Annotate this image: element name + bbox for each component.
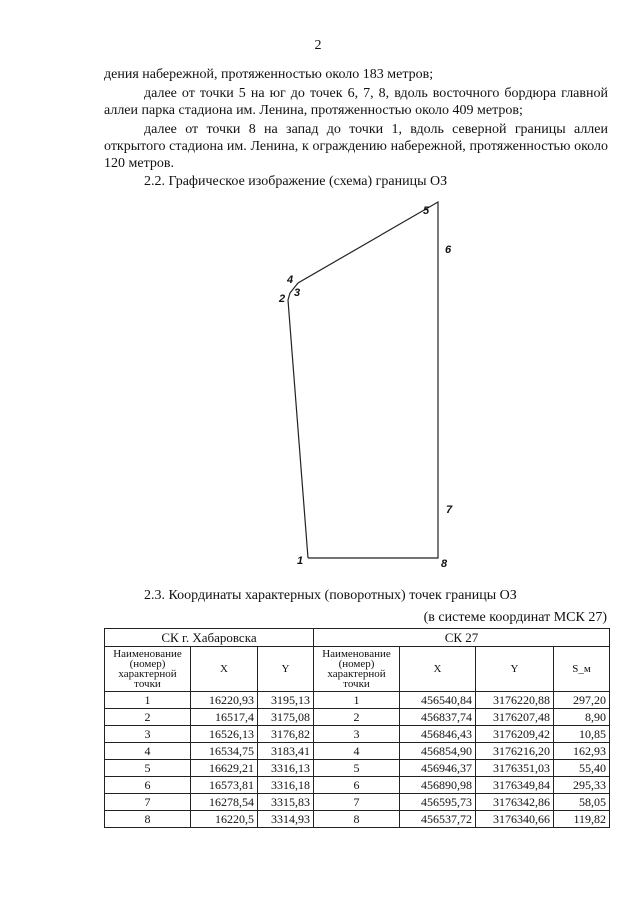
table-row	[105, 760, 610, 777]
cell-y: 3316,18	[258, 777, 314, 794]
cell-y: 3176207,48	[476, 709, 554, 726]
point-label-5: 5	[423, 205, 430, 217]
col-header-y: Y	[258, 647, 314, 692]
col-header-name: Наименование (номер) характерной точки	[314, 647, 400, 692]
cell-point: 6	[105, 777, 191, 794]
cell-x: 456846,43	[400, 726, 476, 743]
cell-point: 3	[105, 726, 191, 743]
cell-x: 456854,90	[400, 743, 476, 760]
boundary-scheme	[270, 195, 470, 575]
cell-point: 1	[105, 692, 191, 709]
cell-y: 3176340,66	[476, 811, 554, 828]
cell-s: 58,05	[554, 794, 610, 811]
table-row	[105, 692, 610, 709]
cell-x: 456946,37	[400, 760, 476, 777]
paragraph-south-route: далее от точки 5 на юг до точек 6, 7, 8, вдоль восточного бордюра главной аллеи парка стадиона им. Ленина, протяженностью около 409 метров;	[104, 86, 608, 118]
cell-point: 2	[105, 709, 191, 726]
point-label-3: 3	[294, 287, 301, 299]
cell-x: 16278,54	[191, 794, 258, 811]
cell-s: 55,40	[554, 760, 610, 777]
col-header-x: X	[400, 647, 476, 692]
paragraph-west-route: далее от точки 8 на запад до точки 1, вдоль северной границы аллеи открытого стадиона им. Ленина, к ограждению набережной, протяженностью около 120 метров.	[104, 122, 608, 171]
cell-y: 3183,41	[258, 743, 314, 760]
cell-x: 16220,5	[191, 811, 258, 828]
point-label-6: 6	[445, 244, 452, 256]
paragraph-continuation: дения набережной, протяженностью около 183 метров;	[104, 67, 434, 82]
col-header-name: Наименование (номер) характерной точки	[105, 647, 191, 692]
cell-point: 6	[314, 777, 400, 794]
group-header-msk27: СК 27	[314, 629, 610, 647]
scheme-heading: 2.2. Графическое изображение (схема) границы ОЗ	[144, 174, 448, 189]
coordinates-table	[104, 628, 610, 828]
coords-heading: 2.3. Координаты характерных (поворотных) точек границы ОЗ	[144, 588, 517, 603]
cell-s: 295,33	[554, 777, 610, 794]
cell-x: 16629,21	[191, 760, 258, 777]
cell-y: 3176351,03	[476, 760, 554, 777]
cell-y: 3176342,86	[476, 794, 554, 811]
cell-point: 5	[105, 760, 191, 777]
cell-x: 16220,93	[191, 692, 258, 709]
coord-system-note: (в системе координат МСК 27)	[423, 610, 607, 625]
table-header-row	[105, 647, 610, 692]
cell-x: 456540,84	[400, 692, 476, 709]
cell-x: 456890,98	[400, 777, 476, 794]
point-label-2: 2	[279, 293, 286, 305]
table-row	[105, 794, 610, 811]
table-row	[105, 726, 610, 743]
cell-x: 456537,72	[400, 811, 476, 828]
col-header-x: X	[191, 647, 258, 692]
cell-y: 3175,08	[258, 709, 314, 726]
col-header-y: Y	[476, 647, 554, 692]
cell-x: 16526,13	[191, 726, 258, 743]
cell-s: 8,90	[554, 709, 610, 726]
cell-point: 2	[314, 709, 400, 726]
table-group-row	[105, 629, 610, 647]
cell-y: 3195,13	[258, 692, 314, 709]
cell-y: 3176349,84	[476, 777, 554, 794]
cell-point: 3	[314, 726, 400, 743]
table-row	[105, 777, 610, 794]
cell-x: 456595,73	[400, 794, 476, 811]
cell-x: 16534,75	[191, 743, 258, 760]
cell-y: 3314,93	[258, 811, 314, 828]
cell-y: 3176,82	[258, 726, 314, 743]
group-header-khabarovsk: СК г. Хабаровска	[105, 629, 314, 647]
cell-s: 297,20	[554, 692, 610, 709]
cell-point: 4	[105, 743, 191, 760]
boundary-line	[288, 202, 438, 558]
table-row	[105, 743, 610, 760]
cell-point: 4	[314, 743, 400, 760]
cell-y: 3176209,42	[476, 726, 554, 743]
cell-y: 3315,83	[258, 794, 314, 811]
cell-x: 16517,4	[191, 709, 258, 726]
cell-point: 7	[314, 794, 400, 811]
cell-point: 7	[105, 794, 191, 811]
cell-s: 119,82	[554, 811, 610, 828]
cell-point: 5	[314, 760, 400, 777]
table-row	[105, 811, 610, 828]
col-header-s: S_м	[554, 647, 610, 692]
cell-s: 10,85	[554, 726, 610, 743]
point-label-8: 8	[441, 558, 448, 570]
cell-x: 16573,81	[191, 777, 258, 794]
cell-point: 8	[314, 811, 400, 828]
point-label-7: 7	[446, 504, 453, 516]
point-label-4: 4	[287, 274, 294, 286]
point-label-1: 1	[297, 555, 304, 567]
cell-point: 8	[105, 811, 191, 828]
cell-s: 162,93	[554, 743, 610, 760]
cell-point: 1	[314, 692, 400, 709]
page-number: 2	[314, 38, 322, 53]
table-row	[105, 709, 610, 726]
cell-x: 456837,74	[400, 709, 476, 726]
cell-y: 3176216,20	[476, 743, 554, 760]
cell-y: 3316,13	[258, 760, 314, 777]
cell-y: 3176220,88	[476, 692, 554, 709]
